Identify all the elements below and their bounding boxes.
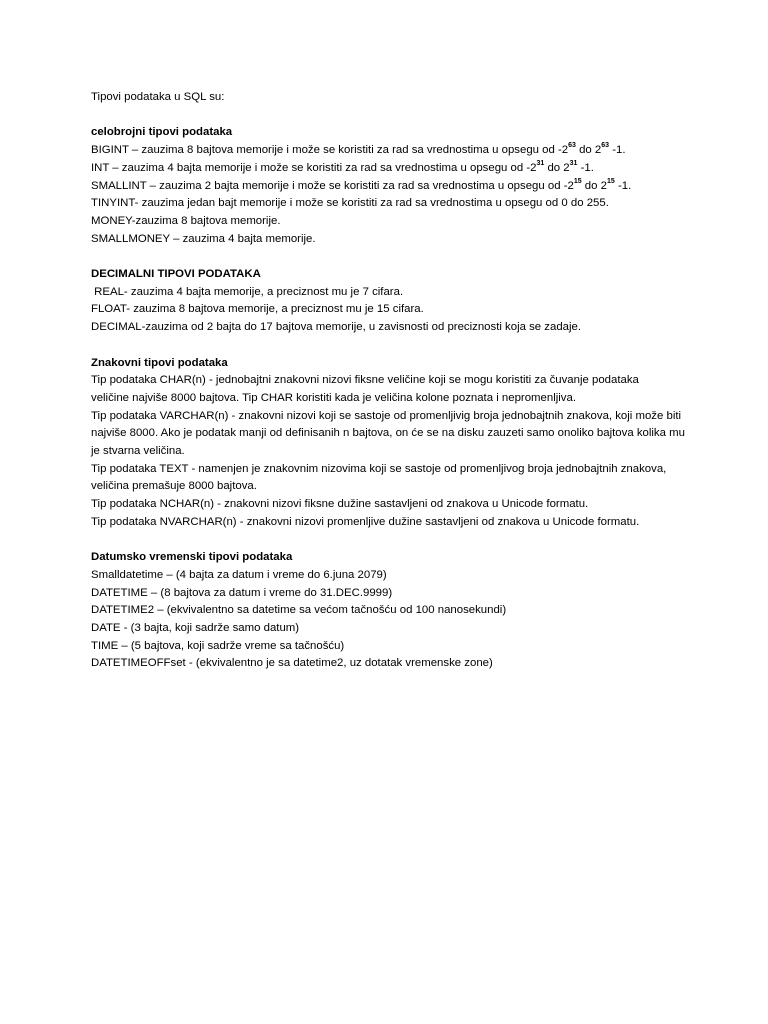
smalldatetime-line: Smalldatetime – (4 bajta za datum i vreme do 6.juna 2079) <box>91 568 387 581</box>
float-line: FLOAT- zauzima 8 bajtova memorije, a preciznost mu je 15 cifara. <box>91 303 424 316</box>
datetime-line: DATETIME – (8 bajtova za datum i vreme do 31.DEC.9999) <box>91 586 393 599</box>
real-line: REAL- zauzima 4 bajta memorije, a preciznost mu je 7 cifara. <box>91 285 404 298</box>
intro-line: Tipovi podataka u SQL su: <box>91 91 225 103</box>
money-line: MONEY-zauzima 8 bajtova memorije. <box>91 214 281 227</box>
int-line: INT – zauzima 4 bajta memorije i može se koristiti za rad sa vrednostima u opsegu od $-2^{31}$ do $2^{31}$ -1. <box>91 160 594 174</box>
character-types-heading: Znakovni tipovi podataka <box>91 356 228 369</box>
nvarchar-line: Tip podataka NVARCHAR(n) - znakovni nizovi promenljive dužine sastavljeni od znakova u Unicode formatu. <box>91 515 640 528</box>
text-paragraph: Tip podataka TEXT - namenjen je znakovnim nizovima koji se sastoje od promenljivog broja jednobajtnih znakova, veličina premašuje 8000 bajtova. <box>91 462 667 493</box>
integer-types-section <box>91 124 691 248</box>
date-line: DATE - (3 bajta, koji sadrže samo datum) <box>91 622 300 635</box>
decimal-types-section <box>91 266 691 337</box>
smallmoney-line: SMALLMONEY – zauzima 4 bajta memorije. <box>91 232 316 245</box>
char-paragraph: Tip podataka CHAR(n) - jednobajtni znakovni nizovi fiksne veličine koji se mogu koristiti za čuvanje podataka veličine najviše 8000 bajtova. Tip CHAR koristiti kada je veličina kolone poznata i nepromenljiva. <box>91 374 639 404</box>
character-types-section <box>91 355 691 532</box>
integer-types-heading: celobrojni tipovi podataka <box>91 126 233 139</box>
decimal-line: DECIMAL-zauzima od 2 bajta do 17 bajtova memorije, u zavisnosti od preciznosti koja se zadaje. <box>91 321 582 334</box>
decimal-types-heading: DECIMALNI TIPOVI PODATAKA <box>91 268 261 280</box>
datetimeoffset-line: DATETIMEOFFset - (ekvivalentno je sa datetime2, uz dotatak vremenske zone) <box>91 657 493 670</box>
datetime2-line: DATETIME2 – (ekvivalentno sa datetime sa većom tačnošću od 100 nanosekundi) <box>91 604 507 617</box>
nchar-line: Tip podataka NCHAR(n) - znakovni nizovi fiksne dužine sastavljeni od znakova u Unicode formatu. <box>91 498 589 511</box>
document-page <box>91 89 691 673</box>
time-line: TIME – (5 bajtova, koji sadrže vreme sa tačnošću) <box>91 639 345 652</box>
tinyint-line: TINYINT- zauzima jedan bajt memorije i može se koristiti za rad sa vrednostima u opsegu od 0 do 255. <box>91 197 609 210</box>
datetime-types-heading: Datumsko vremenski tipovi podataka <box>91 551 293 564</box>
datetime-types-section <box>91 549 691 673</box>
varchar-paragraph: Tip podataka VARCHAR(n) - znakovni nizovi koji se sastoje od promenljivig broja jednobajtnih znakova, koji može biti najviše 8000. Ako je podatak manji od definisanih n bajtova, on će se na disku zauzeti samo onoliko bajtova kolika mu je stvarna veličina. <box>91 409 685 458</box>
smallint-line: SMALLINT – zauzima 2 bajta memorije i može se koristiti za rad sa vrednostima u opsegu od $-2^{15}$ do $2^{15}$ -1. <box>91 177 632 192</box>
bigint-line: BIGINT – zauzima 8 bajtova memorije i može se koristiti za rad sa vrednostima u opsegu od $-2^{63}$ do $2^{63}$ -1. <box>91 142 626 157</box>
